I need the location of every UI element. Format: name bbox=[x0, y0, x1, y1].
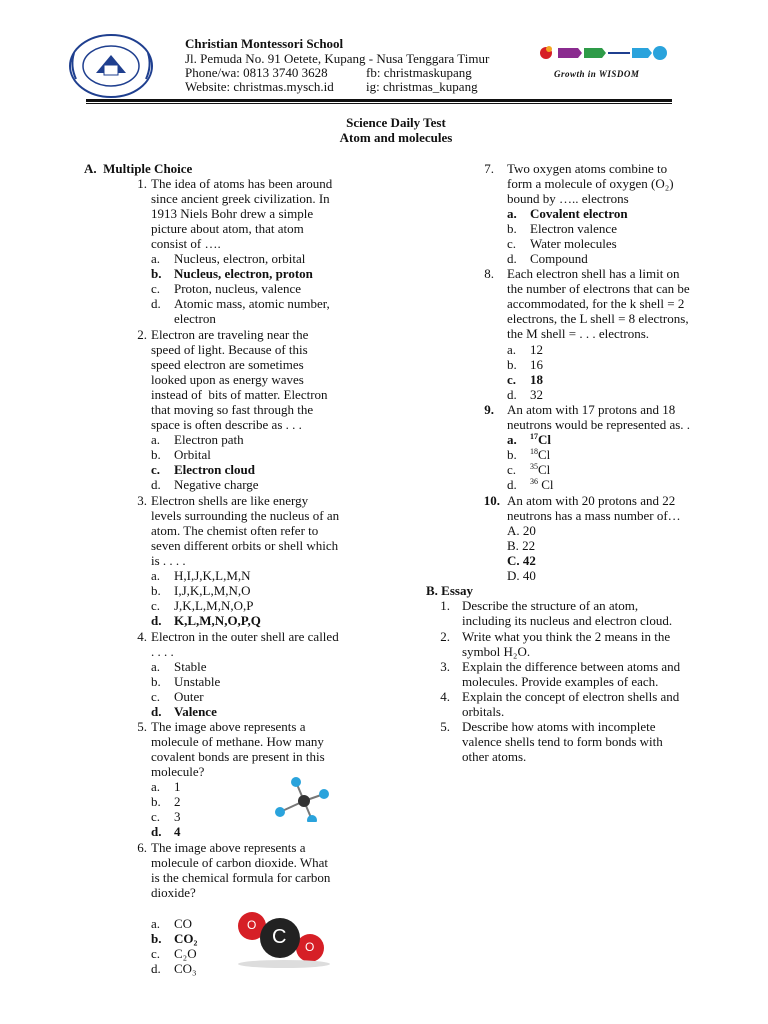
question-number: 10. bbox=[483, 493, 500, 508]
page-subtitle: Atom and molecules bbox=[339, 130, 453, 145]
option-letter: a. bbox=[507, 432, 517, 447]
isotope-symbol: Cl bbox=[538, 447, 551, 462]
essay-text: Explain the concept of electron shells and bbox=[462, 689, 680, 704]
option-a: A. 20 bbox=[507, 523, 536, 538]
option-letter: a. bbox=[151, 916, 161, 931]
question-text: is . . . . bbox=[151, 553, 186, 568]
question-number: 2. bbox=[137, 327, 147, 342]
option-b bbox=[530, 447, 550, 462]
header-rule-thin bbox=[86, 103, 672, 104]
option-letter: b. bbox=[151, 931, 162, 946]
question-text: consist of …. bbox=[151, 236, 221, 251]
question-text: Electron shells are like energy bbox=[151, 493, 309, 508]
essay-text: other atoms. bbox=[462, 749, 527, 764]
option-letter: d. bbox=[151, 824, 162, 839]
question-number: 8. bbox=[484, 266, 494, 281]
option-c: Proton, nucleus, valence bbox=[174, 281, 302, 296]
option-a: Stable bbox=[174, 659, 207, 674]
option-a: H,I,J,K,L,M,N bbox=[174, 568, 251, 583]
essay-text: Describe the structure of an atom, bbox=[462, 598, 639, 613]
question-text: 1913 Niels Bohr drew a simple bbox=[151, 206, 314, 221]
option-d: CO₃ bbox=[174, 961, 197, 976]
question-text: the number of electrons that can be bbox=[507, 281, 690, 296]
option-letter: c. bbox=[151, 946, 161, 961]
option-letter: d. bbox=[151, 296, 161, 311]
option-c: Outer bbox=[174, 689, 204, 704]
essay-text: valence shells tend to form bonds with bbox=[462, 734, 663, 749]
option-letter: a. bbox=[151, 251, 161, 266]
option-a: 1 bbox=[174, 779, 181, 794]
essay-number: 3. bbox=[440, 659, 450, 674]
school-website: Website: christmas.mysch.id bbox=[185, 79, 334, 94]
co2-atom-o-label: O bbox=[247, 918, 257, 932]
growth-logo bbox=[538, 42, 668, 64]
question-text: The image above represents a bbox=[151, 719, 306, 734]
isotope-mass: 18 bbox=[530, 447, 538, 456]
school-logo bbox=[66, 33, 156, 99]
option-letter: a. bbox=[151, 779, 161, 794]
option-d: D. 40 bbox=[507, 568, 536, 583]
option-b: Orbital bbox=[174, 447, 211, 462]
option-d bbox=[530, 477, 554, 492]
school-phone: Phone/wa: 0813 3740 3628 bbox=[185, 65, 328, 80]
question-text: picture about atom, that atom bbox=[151, 221, 304, 236]
page-title: Science Daily Test bbox=[346, 115, 446, 130]
option-letter: c. bbox=[151, 809, 161, 824]
option-letter: a. bbox=[507, 206, 517, 221]
option-c-answer: C. 42 bbox=[507, 553, 536, 568]
section-b-heading: B. Essay bbox=[426, 583, 473, 598]
question-text: neutrons has a mass number of… bbox=[507, 508, 681, 523]
option-letter: d. bbox=[507, 251, 517, 266]
option-a: Nucleus, electron, orbital bbox=[174, 251, 306, 266]
option-letter: a. bbox=[507, 342, 517, 357]
essay-text: symbol H₂O. bbox=[462, 644, 531, 659]
essay-text: molecules. Provide examples of each. bbox=[462, 674, 659, 689]
option-c: Water molecules bbox=[530, 236, 617, 251]
isotope-symbol: Cl bbox=[538, 432, 551, 447]
isotope-symbol: Cl bbox=[541, 477, 554, 492]
option-d: 32 bbox=[530, 387, 543, 402]
option-c-answer: 18 bbox=[530, 372, 543, 387]
option-d: Atomic mass, atomic number, bbox=[174, 296, 330, 311]
question-text: Electron are traveling near the bbox=[151, 327, 309, 342]
option-letter: c. bbox=[507, 236, 517, 251]
question-text: molecule of carbon dioxide. What bbox=[151, 855, 329, 870]
essay-text: including its nucleus and electron cloud. bbox=[462, 613, 673, 628]
option-letter: b. bbox=[151, 447, 161, 462]
question-text: that moving so fast through the bbox=[151, 402, 314, 417]
option-letter: c. bbox=[507, 462, 517, 477]
question-number: 4. bbox=[137, 629, 147, 644]
question-text: Electron in the outer shell are called bbox=[151, 629, 339, 644]
question-text: the M shell = . . . electrons. bbox=[507, 326, 649, 341]
option-b-answer: Nucleus, electron, proton bbox=[174, 266, 313, 281]
essay-text: Describe how atoms with incomplete bbox=[462, 719, 656, 734]
school-address: Jl. Pemuda No. 91 Oetete, Kupang - Nusa Tenggara Timur bbox=[185, 51, 490, 66]
option-b: I,J,K,L,M,N,O bbox=[174, 583, 251, 598]
question-text: form a molecule of oxygen (O₂) bbox=[507, 176, 674, 191]
option-d-answer: 4 bbox=[174, 824, 181, 839]
question-number: 9. bbox=[484, 402, 494, 417]
option-d: Negative charge bbox=[174, 477, 259, 492]
header-rule-thick bbox=[86, 99, 672, 102]
option-d-answer: Valence bbox=[174, 704, 217, 719]
option-letter: a. bbox=[151, 432, 161, 447]
question-text: The idea of atoms has been around bbox=[151, 176, 333, 191]
co2-atom-c-label: C bbox=[272, 926, 287, 948]
option-letter: d. bbox=[507, 477, 517, 492]
option-letter: b. bbox=[151, 794, 161, 809]
question-number: 7. bbox=[484, 161, 494, 176]
option-a-answer bbox=[530, 432, 551, 447]
option-letter: a. bbox=[151, 659, 161, 674]
essay-text: orbitals. bbox=[462, 704, 505, 719]
logo-ring-text bbox=[90, 96, 91, 97]
isotope-mass: 17 bbox=[530, 432, 538, 441]
question-text: bound by ….. electrons bbox=[507, 191, 629, 206]
question-text: covalent bonds are present in this bbox=[151, 749, 325, 764]
option-c: C₂O bbox=[174, 946, 197, 961]
school-ig: ig: christmas_kupang bbox=[366, 79, 478, 94]
question-number: 3. bbox=[137, 493, 147, 508]
question-text: neutrons would be represented as. . bbox=[507, 417, 691, 432]
methane-molecule-image bbox=[266, 774, 342, 822]
option-b: Electron valence bbox=[530, 221, 617, 236]
question-text: atom. The chemist often refer to bbox=[151, 523, 319, 538]
option-c: 3 bbox=[174, 809, 181, 824]
question-text: An atom with 20 protons and 22 bbox=[507, 493, 676, 508]
co2-molecule-image bbox=[232, 908, 336, 970]
isotope-symbol: Cl bbox=[538, 462, 551, 477]
option-b: 2 bbox=[174, 794, 181, 809]
option-b: Unstable bbox=[174, 674, 221, 689]
option-letter: c. bbox=[151, 462, 161, 477]
question-text: looked upon as energy waves bbox=[151, 372, 304, 387]
question-text: dioxide? bbox=[151, 885, 196, 900]
option-a-answer: Covalent electron bbox=[530, 206, 628, 221]
question-text: An atom with 17 protons and 18 bbox=[507, 402, 676, 417]
option-letter: b. bbox=[507, 357, 517, 372]
option-letter: b. bbox=[507, 447, 517, 462]
question-text: The image above represents a bbox=[151, 840, 306, 855]
question-text: accommodated, for the k shell = 2 bbox=[507, 296, 685, 311]
option-letter: d. bbox=[151, 477, 161, 492]
option-b: B. 22 bbox=[507, 538, 536, 553]
question-text: space is often describe as . . . bbox=[151, 417, 302, 432]
option-letter: b. bbox=[151, 583, 161, 598]
question-text: speed electron are sometimes bbox=[151, 357, 304, 372]
option-a: Electron path bbox=[174, 432, 244, 447]
question-text: instead of bits of matter. Electron bbox=[151, 387, 328, 402]
question-number: 1. bbox=[137, 176, 147, 191]
question-text: electrons, the L shell = 8 electrons, bbox=[507, 311, 689, 326]
option-letter: c. bbox=[151, 598, 161, 613]
co2-atom-o-label: O bbox=[305, 940, 315, 954]
option-letter: c. bbox=[507, 372, 517, 387]
option-a: 12 bbox=[530, 342, 543, 357]
question-number: 6. bbox=[137, 840, 147, 855]
question-text: Two oxygen atoms combine to bbox=[507, 161, 668, 176]
option-letter: c. bbox=[151, 689, 161, 704]
question-text: is the chemical formula for carbon bbox=[151, 870, 331, 885]
option-d-cont: electron bbox=[174, 311, 216, 326]
option-d-answer: K,L,M,N,O,P,Q bbox=[174, 613, 261, 628]
question-text: levels surrounding the nucleus of an bbox=[151, 508, 340, 523]
school-name: Christian Montessori School bbox=[185, 36, 344, 51]
question-text: seven different orbits or shell which bbox=[151, 538, 339, 553]
school-fb: fb: christmaskupang bbox=[366, 65, 472, 80]
essay-number: 1. bbox=[440, 598, 450, 613]
option-c-answer: Electron cloud bbox=[174, 462, 256, 477]
option-letter: a. bbox=[151, 568, 161, 583]
essay-number: 4. bbox=[440, 689, 450, 704]
isotope-mass: 35 bbox=[530, 462, 538, 471]
motto: Growth in WISDOM bbox=[554, 69, 640, 79]
question-text: Each electron shell has a limit on bbox=[507, 266, 680, 281]
isotope-mass: 36 bbox=[530, 477, 538, 486]
essay-text: Write what you think the 2 means in the bbox=[462, 629, 671, 644]
question-text: since ancient greek civilization. In bbox=[151, 191, 330, 206]
option-c: J,K,L,M,N,O,P bbox=[174, 598, 254, 613]
option-letter: d. bbox=[151, 704, 162, 719]
option-b-answer: CO₂ bbox=[174, 931, 198, 946]
option-a: CO bbox=[174, 916, 193, 931]
option-letter: b. bbox=[507, 221, 517, 236]
question-text: molecule of methane. How many bbox=[151, 734, 324, 749]
option-letter: d. bbox=[151, 613, 162, 628]
essay-number: 5. bbox=[440, 719, 450, 734]
option-letter: d. bbox=[507, 387, 517, 402]
question-number: 5. bbox=[137, 719, 147, 734]
option-c bbox=[530, 462, 550, 477]
option-b: 16 bbox=[530, 357, 543, 372]
question-text: . . . . bbox=[151, 644, 174, 659]
essay-text: Explain the difference between atoms and bbox=[462, 659, 681, 674]
essay-number: 2. bbox=[440, 629, 450, 644]
option-letter: d. bbox=[151, 961, 161, 976]
question-text: speed of light. Because of this bbox=[151, 342, 308, 357]
option-letter: b. bbox=[151, 674, 161, 689]
option-letter: b. bbox=[151, 266, 162, 281]
option-d: Compound bbox=[530, 251, 588, 266]
question-text: molecule? bbox=[151, 764, 205, 779]
option-letter: c. bbox=[151, 281, 161, 296]
section-a-heading: A. Multiple Choice bbox=[84, 161, 193, 176]
